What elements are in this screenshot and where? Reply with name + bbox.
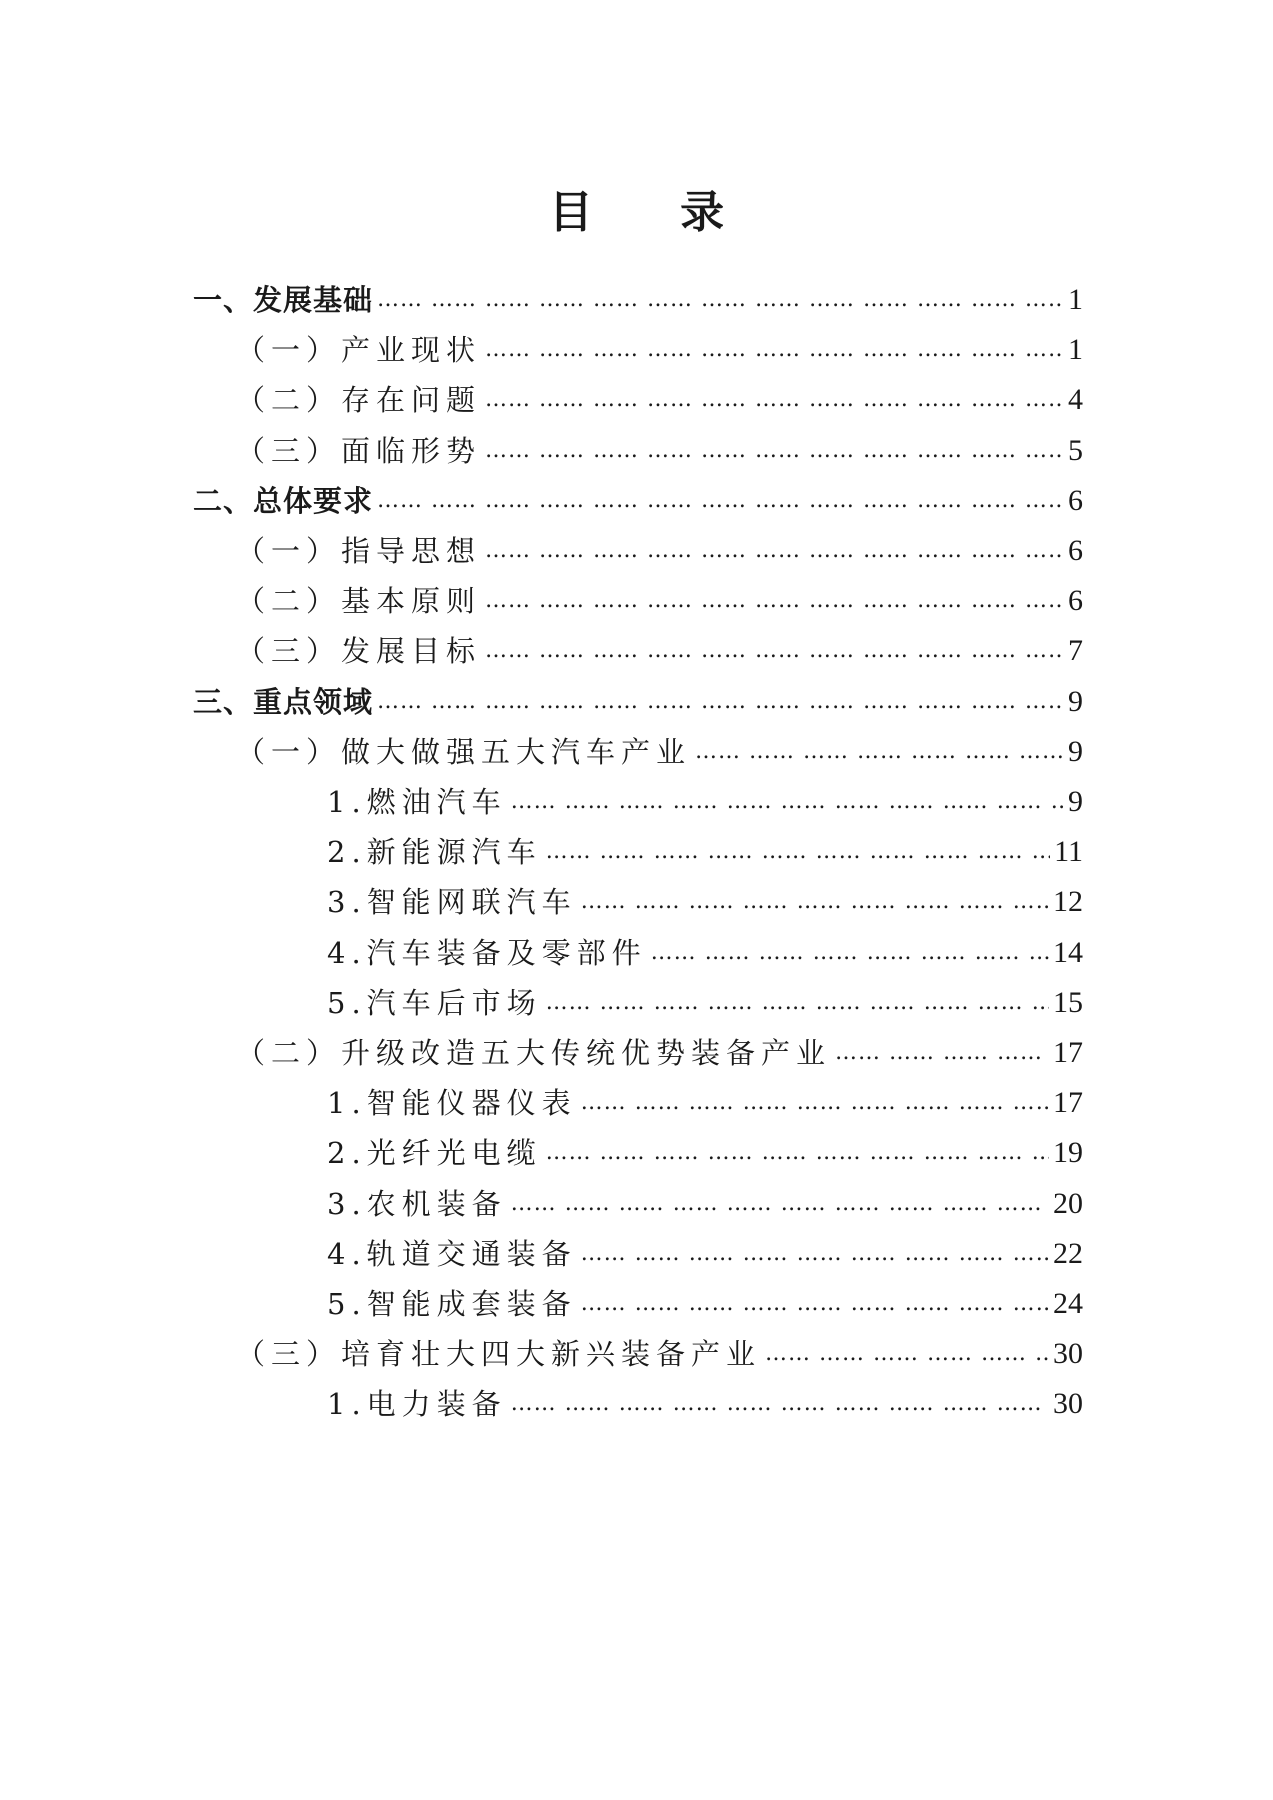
toc-dot-leader: [377, 684, 1064, 720]
toc-page-number: 9: [1068, 684, 1083, 718]
toc-entry[interactable]: [193, 278, 1083, 318]
toc-entry-label: （三）面临形势: [236, 433, 482, 468]
toc-dot-leader: [581, 1286, 1049, 1322]
toc-page-number: 19: [1053, 1136, 1083, 1170]
toc-entry[interactable]: [236, 328, 1083, 368]
toc-page-number: 1: [1068, 283, 1083, 316]
toc-page-number: 9: [1068, 785, 1083, 818]
toc-page-number: 20: [1053, 1186, 1083, 1220]
toc-dot-leader: [546, 985, 1049, 1021]
toc-page-number: 22: [1053, 1236, 1083, 1270]
toc-entry[interactable]: [236, 529, 1083, 569]
toc-entry-label: 1.智能仪器仪表: [327, 1086, 577, 1121]
toc-dot-leader: [485, 583, 1064, 619]
toc-entry-label: （三）发展目标: [236, 634, 482, 669]
toc-dot-leader: [581, 884, 1049, 920]
toc-entry[interactable]: [193, 680, 1083, 720]
toc-entry-label: 二、总体要求: [193, 483, 374, 518]
toc-entry[interactable]: [327, 1131, 1083, 1171]
toc-entry[interactable]: [327, 931, 1083, 971]
toc-entry[interactable]: [236, 579, 1083, 619]
toc-page-number: 11: [1054, 835, 1083, 869]
toc-page-number: 6: [1068, 483, 1083, 517]
toc-dot-leader: [377, 282, 1064, 318]
toc-entry-label: （一）产业现状: [236, 333, 482, 368]
toc-dot-leader: [546, 1135, 1049, 1171]
toc-entry-label: 5.汽车后市场: [327, 985, 542, 1020]
toc-entry[interactable]: [236, 730, 1083, 770]
toc-entry-label: （一）做大做强五大汽车产业: [236, 734, 692, 769]
toc-entry-label: （三）培育壮大四大新兴装备产业: [236, 1337, 762, 1372]
toc-dot-leader: [581, 1085, 1049, 1121]
toc-dot-leader: [765, 1336, 1049, 1372]
toc-page-number: 6: [1068, 584, 1083, 618]
toc-entry-label: （二）存在问题: [236, 383, 482, 418]
toc-entry-label: 1.燃油汽车: [327, 785, 507, 819]
toc-entry-label: 2.光纤光电缆: [327, 1136, 542, 1171]
toc-entry-label: 2.新能源汽车: [327, 835, 542, 870]
toc-entry-label: （二）基本原则: [236, 584, 482, 619]
toc-entry-label: 一、发展基础: [193, 283, 374, 317]
toc-entry-label: 4.轨道交通装备: [327, 1236, 577, 1271]
toc-page-number: 15: [1053, 985, 1083, 1019]
toc-page-number: 12: [1053, 885, 1083, 919]
toc-entry[interactable]: [327, 1232, 1083, 1272]
toc-dot-leader: [485, 382, 1064, 418]
toc-page-number: 24: [1053, 1287, 1083, 1320]
toc-page-number: 9: [1068, 734, 1083, 768]
toc-dot-leader: [651, 935, 1049, 971]
toc-entry[interactable]: [327, 1282, 1083, 1322]
toc-page-number: 14: [1053, 935, 1083, 969]
toc-dot-leader: [485, 633, 1064, 669]
toc-page-number: 5: [1068, 433, 1083, 467]
toc-dot-leader: [511, 1186, 1049, 1222]
toc-entry[interactable]: [327, 1081, 1083, 1121]
toc-entry[interactable]: [236, 378, 1083, 418]
toc-entry[interactable]: [236, 429, 1083, 469]
toc-page-number: 30: [1053, 1387, 1083, 1421]
page-title: 目 录: [548, 187, 761, 239]
toc-entry[interactable]: [193, 479, 1083, 519]
toc-entry[interactable]: [327, 1182, 1083, 1222]
toc-page-number: 30: [1053, 1337, 1083, 1371]
toc-page-number: 17: [1053, 1036, 1083, 1069]
toc-page-number: 7: [1068, 634, 1083, 668]
toc-dot-leader: [485, 433, 1064, 469]
toc-entry-label: 4.汽车装备及零部件: [327, 935, 647, 970]
toc-dot-leader: [377, 483, 1064, 519]
toc-entry[interactable]: [327, 1382, 1083, 1422]
toc-entry-label: 3.农机装备: [327, 1186, 507, 1221]
toc-entry[interactable]: [327, 981, 1083, 1021]
toc-entry[interactable]: [327, 780, 1083, 820]
toc-dot-leader: [581, 1236, 1049, 1272]
toc-dot-leader: [546, 834, 1050, 870]
toc-dot-leader: [511, 1386, 1049, 1422]
toc-entry-label: 5.智能成套装备: [327, 1287, 577, 1321]
toc-entry[interactable]: [236, 1332, 1083, 1372]
toc-page-number: 1: [1068, 333, 1083, 367]
toc-entry[interactable]: [236, 629, 1083, 669]
toc-page-number: 17: [1053, 1086, 1083, 1120]
toc-page-number: 6: [1068, 534, 1083, 567]
toc-entry-label: 3.智能网联汽车: [327, 885, 577, 920]
toc-entry[interactable]: [236, 1031, 1083, 1071]
toc-dot-leader: [485, 533, 1064, 569]
toc-page-number: 4: [1068, 383, 1083, 417]
toc-entry[interactable]: [327, 880, 1083, 920]
toc-entry-label: 三、重点领域: [193, 684, 374, 719]
toc-dot-leader: [511, 784, 1064, 820]
toc-entry-label: 1.电力装备: [327, 1387, 507, 1422]
toc-entry-label: （二）升级改造五大传统优势装备产业: [236, 1036, 832, 1070]
toc-dot-leader: [835, 1035, 1049, 1071]
toc-dot-leader: [485, 332, 1064, 368]
toc-entry[interactable]: [327, 830, 1083, 870]
toc-entry-label: （一）指导思想: [236, 534, 482, 568]
toc-dot-leader: [695, 734, 1064, 770]
